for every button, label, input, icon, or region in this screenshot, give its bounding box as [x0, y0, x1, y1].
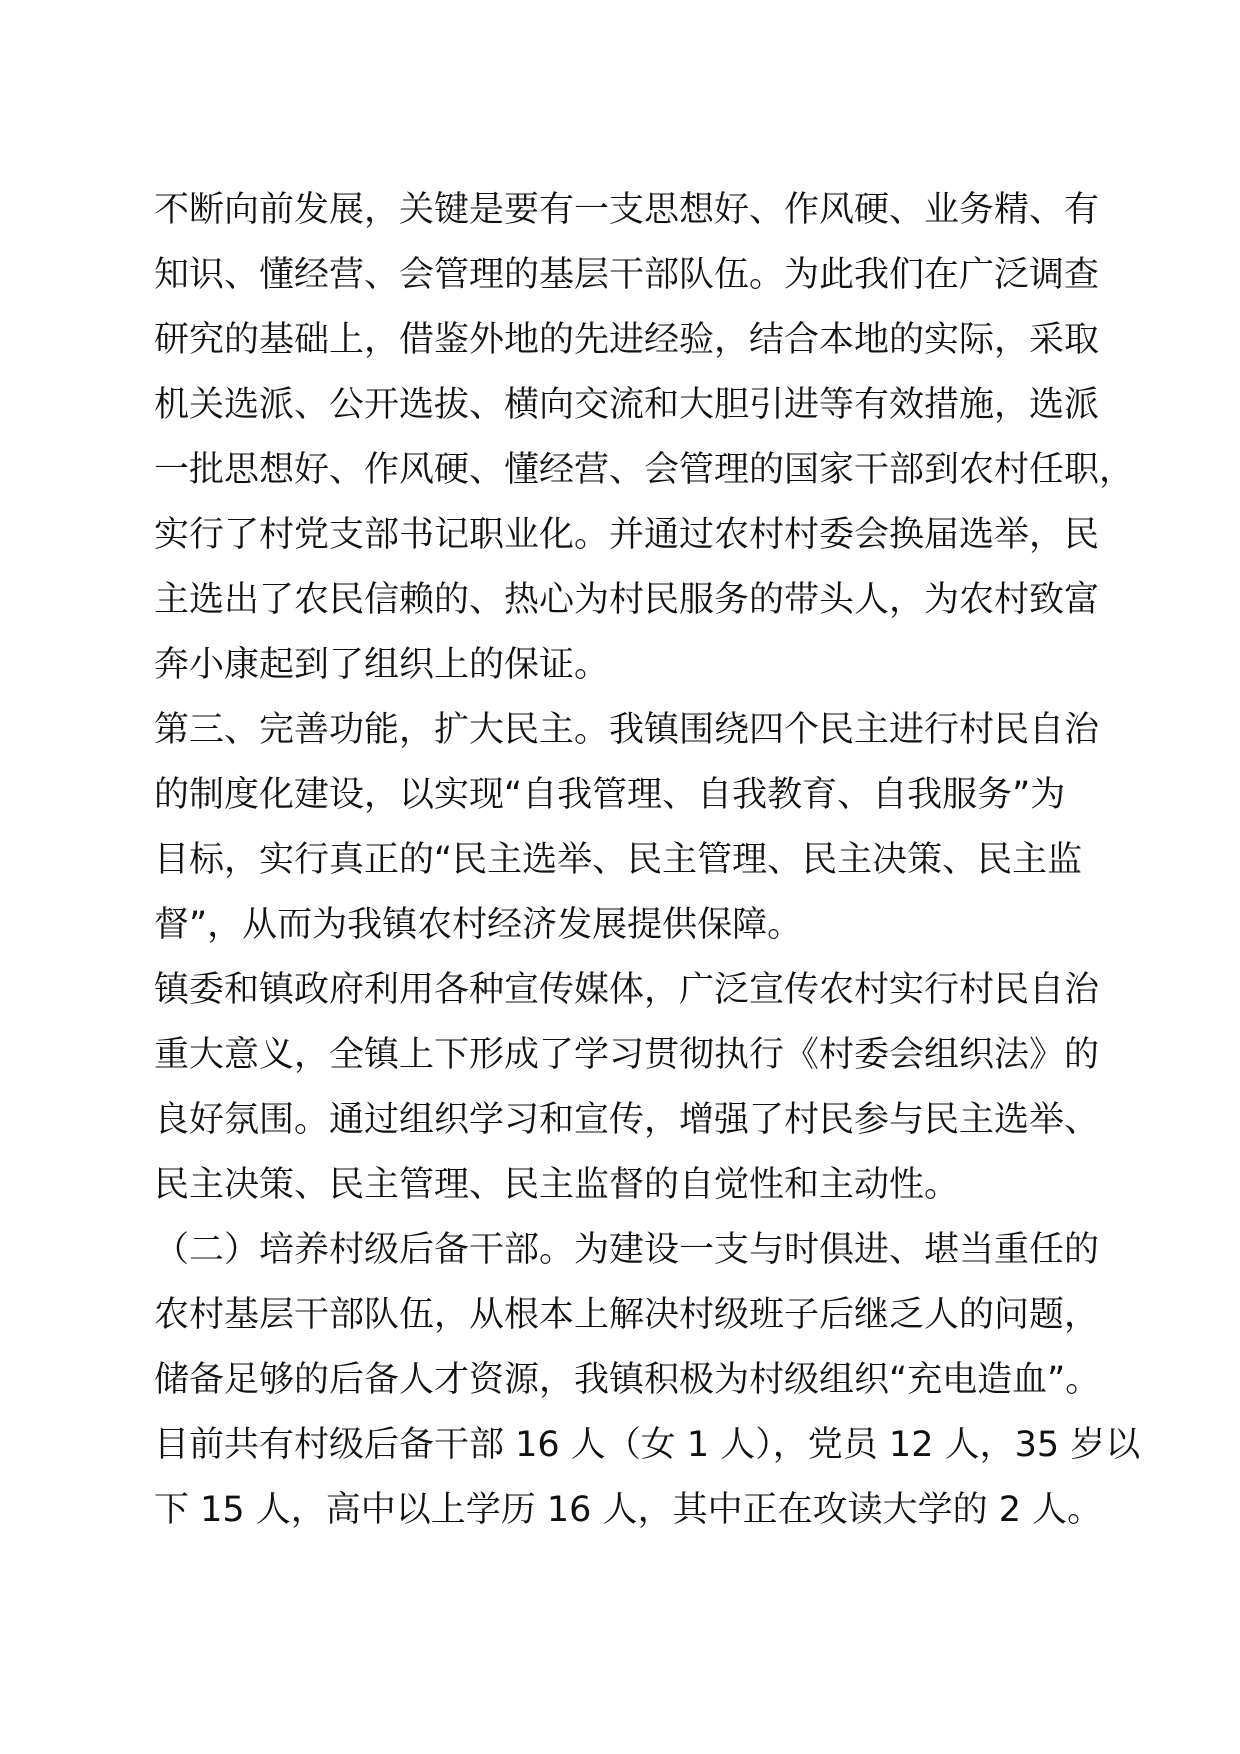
text-line: 实行了村党支部书记职业化。并通过农村村委会换届选举，民 [154, 515, 1100, 555]
text-line: 重大意义，全镇上下形成了学习贯彻执行《村委会组织法》的 [154, 1035, 1100, 1075]
text-line: （二）培养村级后备干部。为建设一支与时俱进、堪当重任的 [154, 1230, 1100, 1270]
text-line: 督”，从而为我镇农村经济发展提供保障。 [154, 905, 803, 945]
text-line: 目前共有村级后备干部 16 人（女 1 人），党员 12 人，35 岁以 [154, 1425, 1141, 1465]
text-line: 不断向前发展，关键是要有一支思想好、作风硬、业务精、有 [154, 190, 1100, 230]
text-line: 农村基层干部队伍，从根本上解决村级班子后继乏人的问题， [154, 1295, 1100, 1335]
text-line: 研究的基础上，借鉴外地的先进经验，结合本地的实际，采取 [154, 320, 1100, 360]
body-text [154, 178, 1141, 1543]
text-line: 奔小康起到了组织上的保证。 [154, 645, 610, 685]
text-line: 储备足够的后备人才资源，我镇积极为村级组织“充电造血”。 [154, 1360, 1101, 1400]
text-line: 知识、懂经营、会管理的基层干部队伍。为此我们在广泛调查 [154, 255, 1100, 295]
text-line: 下 15 人，高中以上学历 16 人，其中正在攻读大学的 2 人。 [154, 1490, 1103, 1530]
text-line: 目标，实行真正的“民主选举、民主管理、民主决策、民主监 [154, 840, 1083, 880]
text-line: 机关选派、公开选拔、横向交流和大胆引进等有效措施，选派 [154, 385, 1100, 425]
text-line: 镇委和镇政府利用各种宣传媒体，广泛宣传农村实行村民自治 [154, 970, 1100, 1010]
text-line: 第三、完善功能，扩大民主。我镇围绕四个民主进行村民自治 [154, 710, 1100, 750]
text-line: 的制度化建设，以实现“自我管理、自我教育、自我服务”为 [154, 775, 1066, 815]
text-line: 民主决策、民主管理、民主监督的自觉性和主动性。 [154, 1165, 960, 1205]
text-line: 主选出了农民信赖的、热心为村民服务的带头人，为农村致富 [154, 580, 1100, 620]
text-line: 良好氛围。通过组织学习和宣传，增强了村民参与民主选举、 [154, 1100, 1100, 1140]
text-line: 一批思想好、作风硬、懂经营、会管理的国家干部到农村任职， [154, 450, 1135, 490]
